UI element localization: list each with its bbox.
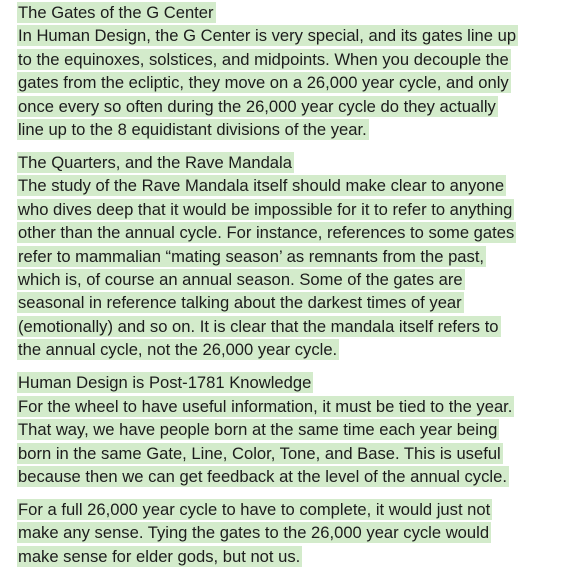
section-post-1781-knowledge bbox=[17, 371, 552, 488]
paragraph-line[interactable]: to the equinoxes, solstices, and midpoints. When you decouple the bbox=[18, 49, 509, 69]
paragraph-line[interactable]: which is, of course an annual season. Some of the gates are bbox=[18, 270, 463, 290]
paragraph-line[interactable]: the annual cycle, not the 26,000 year cycle. bbox=[18, 340, 338, 360]
section-g-center-gates bbox=[17, 1, 552, 141]
paragraph-line[interactable]: other than the annual cycle. For instance, references to some gates bbox=[18, 223, 515, 243]
section-heading[interactable]: The Gates of the G Center bbox=[18, 3, 214, 22]
paragraph-line[interactable]: because then we can get feedback at the level of the annual cycle. bbox=[18, 466, 507, 486]
document-body bbox=[17, 1, 552, 568]
section-heading[interactable]: Human Design is Post-1781 Knowledge bbox=[18, 373, 312, 393]
paragraph-line[interactable]: make any sense. Tying the gates to the 26,000 year cycle would bbox=[18, 523, 490, 543]
paragraph-line[interactable]: make sense for elder gods, but not us. bbox=[18, 546, 301, 566]
paragraph-line[interactable]: seasonal in reference talking about the darkest times of year bbox=[18, 293, 462, 313]
paragraph-line[interactable]: (emotionally) and so on. It is clear that the mandala itself refers to bbox=[18, 316, 499, 336]
paragraph-line[interactable]: line up to the 8 equidistant divisions of the year. bbox=[18, 120, 367, 140]
paragraph-line[interactable]: once every so often during the 26,000 year cycle do they actually bbox=[18, 96, 496, 116]
section-closing-paragraph bbox=[17, 498, 552, 568]
paragraph-line[interactable]: That way, we have people born at the same time each year being bbox=[18, 420, 498, 440]
paragraph-line[interactable]: gates from the ecliptic, they move on a 26,000 year cycle, and only bbox=[18, 73, 509, 93]
paragraph-line[interactable]: In Human Design, the G Center is very special, and its gates line up bbox=[18, 26, 517, 46]
section-heading[interactable]: The Quarters, and the Rave Mandala bbox=[18, 153, 292, 173]
paragraph-line[interactable]: who dives deep that it would be impossible for it to refer to anything bbox=[18, 199, 513, 219]
paragraph-line[interactable]: born in the same Gate, Line, Color, Tone, and Base. This is useful bbox=[18, 443, 501, 463]
section-quarters-rave-mandala bbox=[17, 151, 552, 362]
paragraph-line[interactable]: For a full 26,000 year cycle to have to complete, it would just not bbox=[18, 499, 491, 519]
paragraph-line[interactable]: The study of the Rave Mandala itself should make clear to anyone bbox=[18, 176, 505, 196]
paragraph-line[interactable]: For the wheel to have useful information, it must be tied to the year. bbox=[18, 396, 513, 416]
paragraph-line[interactable]: refer to mammalian “mating season’ as remnants from the past, bbox=[18, 246, 485, 266]
